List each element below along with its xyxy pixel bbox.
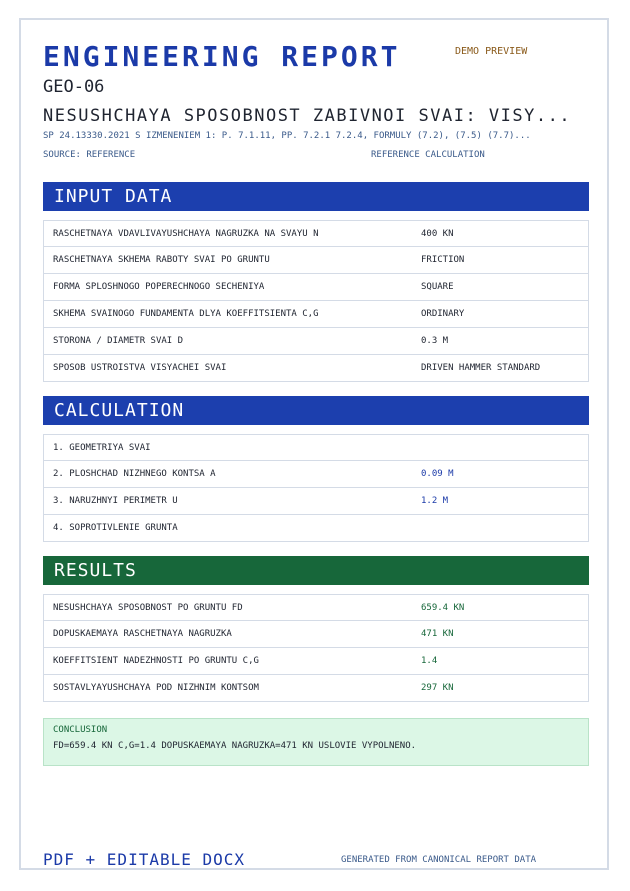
row-label: 3. NARUZHNYI PERIMETR U — [53, 496, 178, 506]
row-label: RASCHETNAYA VDAVLIVAYUSHCHAYA NAGRUZKA NA SVAYU N — [53, 229, 319, 239]
report-page — [19, 18, 609, 870]
report-code: GEO-06 — [43, 77, 105, 97]
table-row — [43, 621, 589, 648]
table-row — [43, 594, 589, 621]
input-data-table — [43, 220, 589, 382]
row-value: 659.4 KN — [421, 603, 465, 613]
results-table — [43, 594, 589, 702]
row-label: DOPUSKAEMAYA RASCHETNAYA NAGRUZKA — [53, 629, 232, 639]
report-title: ENGINEERING REPORT — [43, 40, 401, 73]
table-row — [43, 515, 589, 542]
row-label: KOEFFITSIENT NADEZHNOSTI PO GRUNTU C,G — [53, 656, 259, 666]
normative-reference: SP 24.13330.2021 S IZMENENIEM 1: P. 7.1.11, PP. 7.2.1 7.2.4, FORMULY (7.2), (7.5) (7.7)... — [43, 131, 531, 141]
row-label: 1. GEOMETRIYA SVAI — [53, 443, 151, 453]
table-row — [43, 301, 589, 328]
report-subtitle: NESUSHCHAYA SPOSOBNOST ZABIVNOI SVAI: VISY... — [43, 106, 572, 126]
calculation-heading: CALCULATION — [43, 396, 589, 425]
conclusion-heading: CONCLUSION — [53, 725, 108, 735]
conclusion-box — [43, 718, 589, 766]
table-row — [43, 274, 589, 301]
row-value: ORDINARY — [421, 309, 465, 319]
row-value: DRIVEN HAMMER STANDARD — [421, 363, 541, 373]
table-row — [43, 247, 589, 274]
row-label: STORONA / DIAMETR SVAI D — [53, 336, 184, 346]
row-label: NESUSHCHAYA SPOSOBNOST PO GRUNTU FD — [53, 603, 243, 613]
row-label: 2. PLOSHCHAD NIZHNEGO KONTSA A — [53, 469, 216, 479]
table-row — [43, 488, 589, 515]
row-label: FORMA SPLOSHNOGO POPERECHNOGO SECHENIYA — [53, 282, 265, 292]
table-row — [43, 648, 589, 675]
row-value: 297 KN — [421, 683, 454, 693]
row-value: 471 KN — [421, 629, 454, 639]
input-data-heading: INPUT DATA — [43, 182, 589, 211]
row-value: SQUARE — [421, 282, 454, 292]
calculation-note: REFERENCE CALCULATION — [371, 150, 485, 160]
row-value: 0.3 M — [421, 336, 449, 346]
row-value: 0.09 M — [421, 469, 454, 479]
export-formats: PDF + EDITABLE DOCX — [43, 850, 246, 869]
row-value: FRICTION — [421, 255, 465, 265]
conclusion-text: FD=659.4 KN C,G=1.4 DOPUSKAEMAYA NAGRUZKA=471 KN USLOVIE VYPOLNENO. — [53, 741, 417, 751]
table-row — [43, 355, 589, 382]
row-label: SOSTAVLYAYUSHCHAYA POD NIZHNIM KONTSOM — [53, 683, 259, 693]
demo-badge: DEMO PREVIEW — [455, 46, 528, 57]
table-row — [43, 461, 589, 488]
row-value: 1.2 M — [421, 496, 449, 506]
row-value: 400 KN — [421, 229, 454, 239]
table-row — [43, 675, 589, 702]
results-heading: RESULTS — [43, 556, 589, 585]
table-row — [43, 328, 589, 355]
row-label: SKHEMA SVAINOGO FUNDAMENTA DLYA KOEFFITSIENTA C,G — [53, 309, 319, 319]
row-label: RASCHETNAYA SKHEMA RABOTY SVAI PO GRUNTU — [53, 255, 270, 265]
row-label: SPOSOB USTROISTVA VISYACHEI SVAI — [53, 363, 227, 373]
calculation-table — [43, 434, 589, 542]
table-row — [43, 434, 589, 461]
source-label: SOURCE: REFERENCE — [43, 150, 136, 160]
table-row — [43, 220, 589, 247]
row-label: 4. SOPROTIVLENIE GRUNTA — [53, 523, 178, 533]
row-value: 1.4 — [421, 656, 438, 666]
generated-note: GENERATED FROM CANONICAL REPORT DATA — [341, 855, 537, 865]
